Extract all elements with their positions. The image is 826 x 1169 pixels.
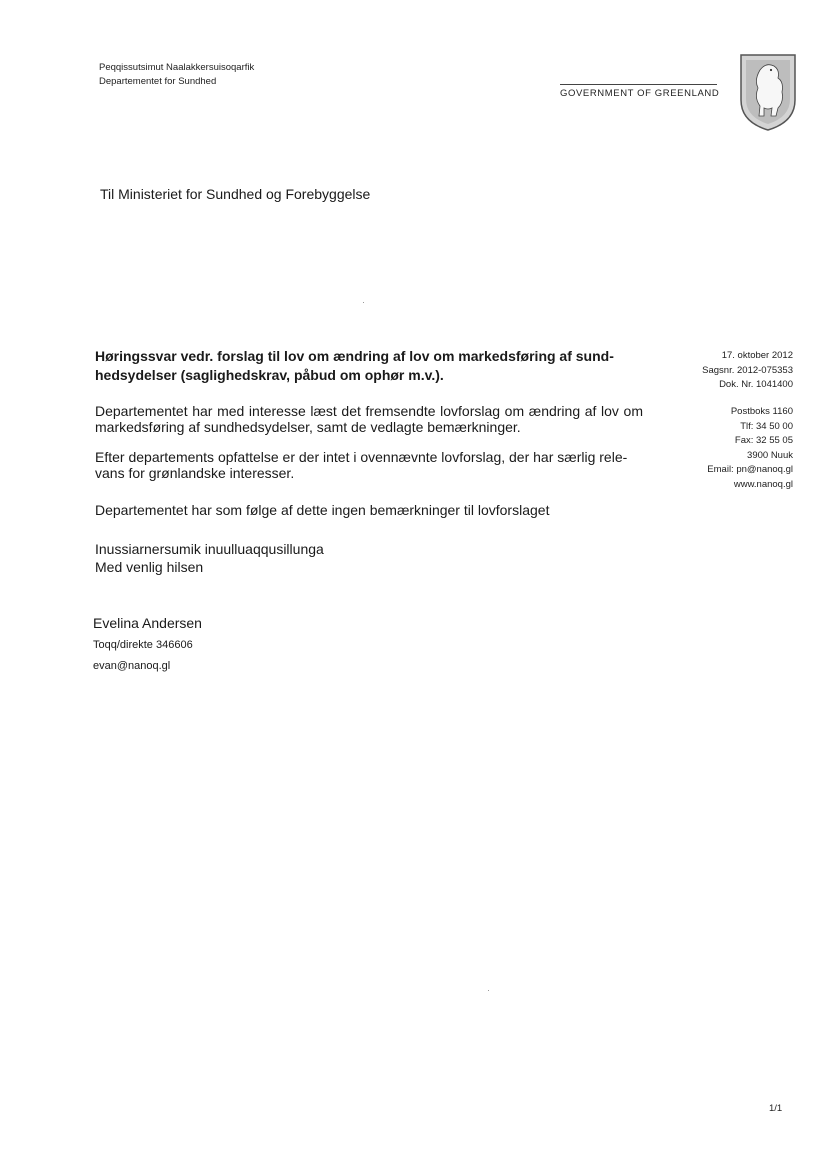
header-rule (560, 84, 717, 85)
website: www.nanoq.gl (733, 478, 793, 490)
letter-subject (95, 347, 643, 385)
closing-greenlandic: Inussiarnersumik inuulluaqqusillunga (95, 541, 324, 557)
signer-direct-phone: Toqq/direkte 346606 (93, 639, 193, 651)
sender-name-greenlandic: Peqqissutsimut Naalakkersuisoqarfik (99, 62, 255, 73)
body-paragraph-2 (95, 449, 643, 481)
phone: Tlf: 34 50 00 (740, 420, 793, 432)
polar-bear-coat-of-arms-icon (738, 52, 798, 132)
signer-name: Evelina Andersen (93, 615, 202, 631)
reference-block (702, 349, 793, 393)
government-title: GOVERNMENT OF GREENLAND (560, 88, 720, 99)
fax: Fax: 32 55 05 (734, 435, 793, 446)
body-paragraph-1: Departementet har med interesse læst det fremsendte lovforslag om ændring af lov om markedsføring af sundhedsydelser, samt de vedlagte bemærkninger. (95, 403, 643, 435)
recipient-line: Til Ministeriet for Sundhed og Forebyggelse (100, 186, 371, 202)
sender-block (99, 61, 254, 89)
postbox: Postboks 1160 (730, 406, 793, 417)
document-number: Dok. Nr. 1041400 (719, 379, 793, 390)
subject-line-2: hedsydelser (saglighedskrav, påbud om ophør m.v.). (95, 367, 444, 383)
sender-name-danish: Departementet for Sundhed (99, 76, 217, 87)
scan-speck (363, 302, 364, 303)
contact-email: Email: pn@nanoq.gl (707, 464, 793, 475)
subject-line-1: Høringssvar vedr. forslag til lov om ændring af lov om markedsføring af sund- (95, 348, 614, 364)
case-number: Sagsnr. 2012-075353 (702, 364, 793, 376)
closing-greeting (95, 540, 324, 576)
scan-speck (488, 990, 489, 991)
body-paragraph-2-line-1: Efter departements opfattelse er der intet i ovennævnte lovforslag, der har særlig rele- (95, 449, 628, 465)
contact-block (707, 405, 793, 492)
city: 3900 Nuuk (747, 449, 793, 461)
body-paragraph-3: Departementet har som følge af dette ingen bemærkninger til lovforslaget (95, 502, 550, 518)
signer-email: evan@nanoq.gl (93, 660, 171, 672)
closing-danish: Med venlig hilsen (95, 559, 204, 575)
body-paragraph-2-line-2: vans for grønlandske interesser. (95, 465, 295, 481)
page-number: 1/1 (769, 1103, 783, 1114)
letter-date: 17. oktober 2012 (721, 350, 793, 361)
